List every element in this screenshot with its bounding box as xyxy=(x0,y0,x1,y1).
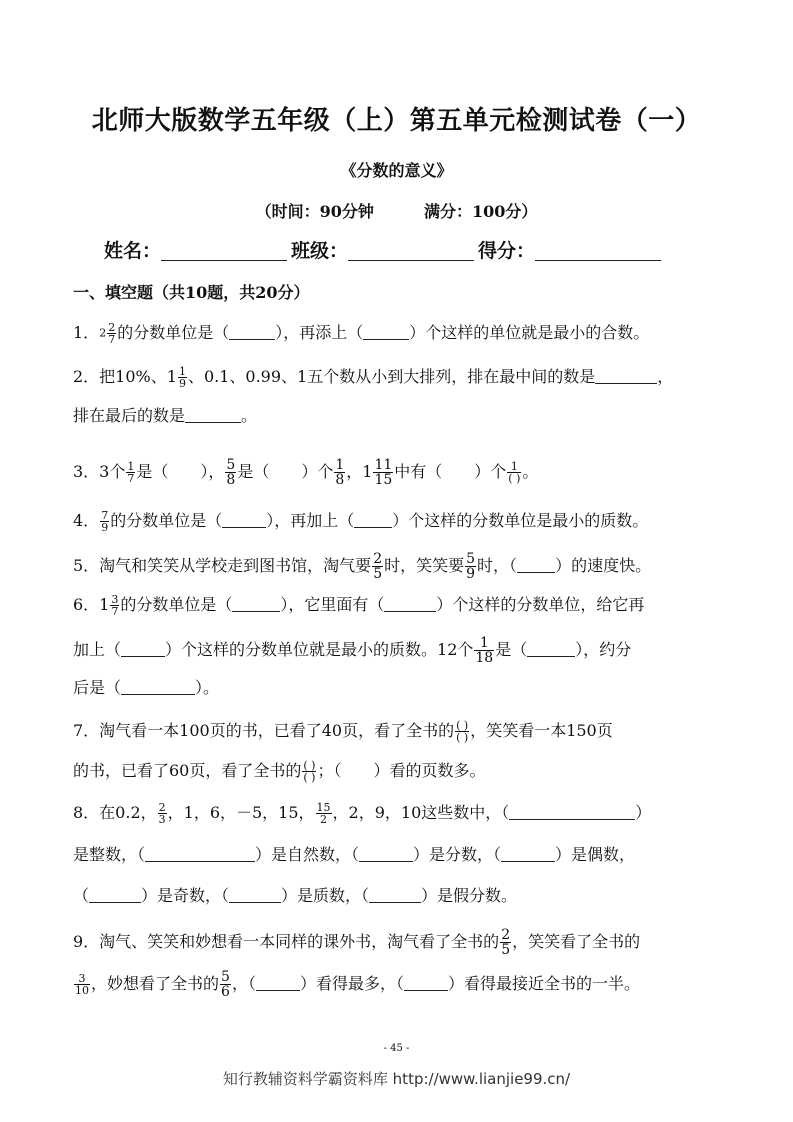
question-6-line-3: 后是（ ）。 xyxy=(73,678,220,697)
page-subtitle: 《分数的意义》 xyxy=(340,161,453,180)
fraction: $\frac{3}{10}$ xyxy=(75,972,89,997)
fraction: $\frac{2}{5}$ xyxy=(373,551,383,582)
page-number: - 45 - xyxy=(383,1043,410,1054)
score-label: 满分：100分） xyxy=(423,202,538,221)
grade-label: 得分： xyxy=(478,240,536,262)
question-9: 9．淘气、笑笑和妙想看一本同样的课外书，淘气看了全书的 $\frac{2}{5}$ ，笑笑看了全书的 xyxy=(73,927,641,958)
question-8-line-2: 是整数，（ ）是自然数，（ ）是分数，（ ）是偶数， xyxy=(73,845,636,864)
fraction: $\frac{( )}{( )}$ xyxy=(456,719,469,744)
question-2: 2．把10%、1 $\frac{1}{9}$ 、0.1、0.99、1五个数从小到大排列，排在最中间的数是 ， xyxy=(73,365,674,390)
question-3: 3．3个 $\frac{1}{7}$ 是（ ）， $\frac{5}{8}$ 是（ ）个 $\frac{1}{8}$ ，1 $\frac{11}{15}$ 中有（ ）个 $\frac{1}{( )}$ 。 xyxy=(73,457,539,488)
answer-blank[interactable] xyxy=(509,805,635,820)
question-6: 6．1 $\frac{3}{7}$ 的分数单位是（ ），它里面有（ ）个这样的分数单位，给它再 xyxy=(73,593,645,618)
grade-blank[interactable] xyxy=(535,240,661,261)
answer-blank[interactable] xyxy=(145,847,255,862)
fraction: $\frac{1}{9}$ xyxy=(178,365,186,390)
answer-blank[interactable] xyxy=(89,888,141,903)
fraction: $\frac{15}{2}$ xyxy=(316,801,331,826)
answer-blank[interactable] xyxy=(359,847,413,862)
fraction: $\frac{1}{18}$ xyxy=(475,635,494,666)
answer-blank[interactable] xyxy=(229,325,275,340)
page-title: 北师大版数学五年级（上）第五单元检测试卷（一） xyxy=(91,106,702,136)
question-7: 7．淘气看一本100页的书，已看了40页，看了全书的 $\frac{( )}{( )}$ ，笑笑看一本150页 xyxy=(73,719,613,744)
answer-blank[interactable] xyxy=(232,597,280,612)
fraction: $\frac{1}{( )}$ xyxy=(508,460,521,485)
fraction: $\frac{5}{9}$ xyxy=(466,551,476,582)
name-label: 姓名： xyxy=(104,240,162,262)
student-info-row xyxy=(104,236,665,263)
time-score-line xyxy=(0,199,793,222)
question-9-line-2: $\frac{3}{10}$ ，妙想看了全书的 $\frac{5}{6}$ ，（ ）看得最多，（ ）看得最接近全书的一半。 xyxy=(75,969,640,1000)
answer-blank[interactable] xyxy=(256,976,300,991)
fraction: $\frac{2}{7}$ xyxy=(108,321,116,346)
question-1: 1．2 $\frac{2}{7}$ 的分数单位是（ ），再添上（ ）个这样的单位就是最小的合数。 xyxy=(73,321,650,346)
section-heading: 一、填空题（共10题，共20分） xyxy=(73,283,310,302)
answer-blank[interactable] xyxy=(229,888,281,903)
answer-blank[interactable] xyxy=(222,513,266,528)
fraction: $\frac{1}{8}$ xyxy=(335,457,345,488)
fraction: $\frac{5}{8}$ xyxy=(226,457,236,488)
footer-watermark: 知行教辅资料学霸资料库 http://www.lianjie99.cn/ xyxy=(222,1070,571,1088)
fraction: $\frac{7}{9}$ xyxy=(101,509,109,534)
class-label: 班级： xyxy=(291,240,349,262)
answer-blank[interactable] xyxy=(363,325,409,340)
fraction: $\frac{2}{3}$ xyxy=(158,801,166,826)
question-6-line-2: 加上（ ）个这样的分数单位就是最小的质数。12个 $\frac{1}{18}$ 是（ ），约分 xyxy=(73,635,632,666)
answer-blank[interactable] xyxy=(121,680,195,695)
answer-blank[interactable] xyxy=(501,847,555,862)
question-8: 8．在0.2， $\frac{2}{3}$ ，1，6，－5，15， $\frac{15}{2}$ ，2，9，10这些数中，（ ） xyxy=(73,801,652,826)
answer-blank[interactable] xyxy=(121,642,165,657)
question-7-line-2: 的书，已看了60页，看了全书的 $\frac{( )}{( )}$ ；（ ）看的页数多。 xyxy=(73,759,486,784)
answer-blank[interactable] xyxy=(517,558,555,573)
fraction: $\frac{2}{5}$ xyxy=(501,927,511,958)
question-2-line-2: 排在最后的数是 。 xyxy=(73,406,258,425)
answer-blank[interactable] xyxy=(527,642,575,657)
answer-blank[interactable] xyxy=(369,888,421,903)
answer-blank[interactable] xyxy=(354,513,392,528)
fraction: $\frac{( )}{( )}$ xyxy=(303,759,316,784)
answer-blank[interactable] xyxy=(595,369,657,384)
answer-blank[interactable] xyxy=(404,976,448,991)
question-5: 5．淘气和笑笑从学校走到图书馆，淘气要 $\frac{2}{5}$ 时，笑笑要 $\frac{5}{9}$ 时，（ ）的速度快。 xyxy=(73,551,652,582)
fraction: $\frac{1}{7}$ xyxy=(127,460,135,485)
answer-blank[interactable] xyxy=(185,408,241,423)
question-4: 4． $\frac{7}{9}$ 的分数单位是（ ），再加上（ ）个这样的分数单位是最小的质数。 xyxy=(73,509,649,534)
fraction: $\frac{3}{7}$ xyxy=(111,593,119,618)
fraction: $\frac{11}{15}$ xyxy=(374,457,393,488)
name-blank[interactable] xyxy=(161,240,287,261)
class-blank[interactable] xyxy=(348,240,474,261)
question-8-line-3: （ ）是奇数，（ ）是质数，（ ）是假分数。 xyxy=(73,886,518,905)
answer-blank[interactable] xyxy=(384,597,436,612)
fraction: $\frac{5}{6}$ xyxy=(221,969,230,1000)
time-label: （时间：90分钟 xyxy=(255,202,374,221)
